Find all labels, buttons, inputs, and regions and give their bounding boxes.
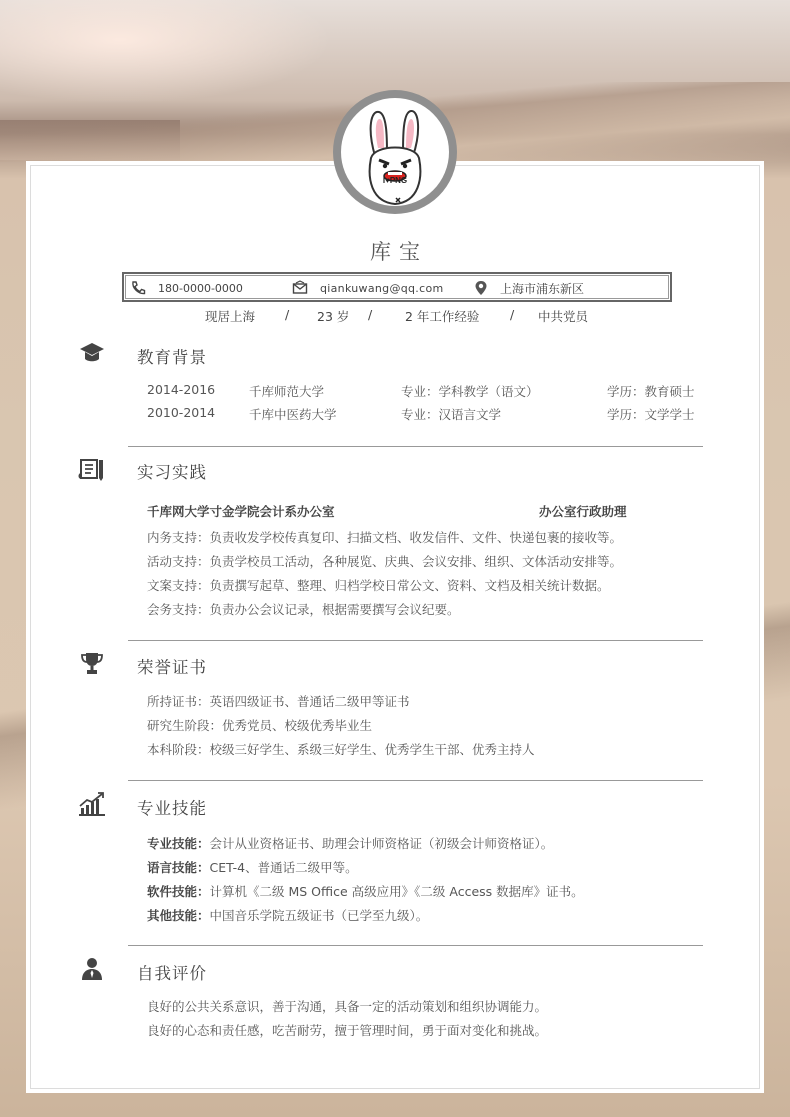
skill-label: 软件技能：: [147, 884, 210, 899]
internship-duty: 活动支持：负责学校员工活动，各种展览、庆典、会议安排、组织、文体活动安排等。: [147, 554, 623, 569]
avatar-caption: I♥PNG: [382, 176, 408, 185]
section-divider: [128, 780, 703, 781]
skill-row: [147, 906, 428, 924]
trophy-icon: [78, 650, 106, 676]
phone-icon: [130, 280, 146, 296]
basic-info-residence: 现居上海: [205, 309, 256, 324]
background-dune-left: [0, 120, 180, 160]
education-major: 专业：汉语言文学: [401, 407, 502, 422]
section-divider: [128, 640, 703, 641]
skill-row: [147, 882, 584, 900]
internship-duty: 文案支持：负责撰写起草、整理、归档学校日常公文、资料、文档及相关统计数据。: [147, 578, 610, 593]
self-evaluation-line: 良好的公共关系意识，善于沟通，具备一定的活动策划和组织协调能力。: [147, 999, 548, 1014]
honor-item: 本科阶段：校级三好学生、系级三好学生、优秀学生干部、优秀主持人: [147, 742, 535, 757]
section-title-self-evaluation: 自我评价: [137, 964, 207, 983]
avatar-rabbit-image: [341, 98, 449, 206]
avatar: [333, 90, 457, 214]
internship-duty: 会务支持：负责办公会议记录，根据需要撰写会议纪要。: [147, 602, 460, 617]
email-info: [292, 276, 444, 300]
skill-row: [147, 834, 553, 852]
mail-icon: [292, 280, 308, 296]
skill-text: 会计从业资格证书、助理会计师资格证（初级会计师资格证）。: [209, 836, 554, 851]
contact-bar: [122, 272, 672, 302]
education-years: 2010-2014: [147, 405, 216, 420]
section-title-internship: 实习实践: [137, 463, 207, 482]
location-text: 上海市浦东新区: [500, 281, 585, 296]
email-text: qiankuwang@qq.com: [320, 281, 444, 295]
internship-organization: 千库网大学寸金学院会计系办公室: [147, 504, 335, 519]
section-title-honors: 荣誉证书: [137, 658, 207, 677]
skill-text: 计算机《二级 MS Office 高级应用》《二级 Access 数据库》证书。: [209, 884, 584, 899]
internship-role: 办公室行政助理: [539, 504, 627, 519]
skill-label: 专业技能：: [147, 836, 210, 851]
basic-info-age: 23 岁: [317, 309, 350, 324]
basic-info-separator: /: [510, 307, 515, 322]
section-title-education: 教育背景: [137, 348, 207, 367]
document-pen-icon: [78, 456, 106, 482]
education-degree: 学历：教育硕士: [607, 384, 695, 399]
internship-duty: 内务支持：负责收发学校传真复印、扫描文档、收发信件、文件、快递包裹的接收等。: [147, 530, 623, 545]
basic-info-separator: /: [285, 307, 290, 322]
basic-info-political: 中共党员: [538, 309, 589, 324]
section-divider: [128, 945, 703, 946]
person-name: 库宝: [370, 240, 428, 264]
education-degree: 学历：文学学士: [607, 407, 695, 422]
skill-label: 其他技能：: [147, 908, 210, 923]
honor-item: 所持证书：英语四级证书、普通话二级甲等证书: [147, 694, 410, 709]
education-school: 千库师范大学: [249, 384, 325, 399]
education-major: 专业：学科教学（语文）: [401, 384, 539, 399]
basic-info-experience: 2 年工作经验: [405, 309, 480, 324]
section-title-skills: 专业技能: [137, 799, 207, 818]
basic-info-separator: /: [368, 307, 373, 322]
skill-text: 中国音乐学院五级证书（已学至九级）。: [209, 908, 429, 923]
self-evaluation-line: 良好的心态和责任感，吃苦耐劳，擅于管理时间，勇于面对变化和挑战。: [147, 1023, 548, 1038]
user-icon: [78, 956, 106, 982]
education-school: 千库中医药大学: [249, 407, 337, 422]
education-years: 2014-2016: [147, 382, 216, 397]
skill-row: [147, 858, 358, 876]
growth-chart-icon: [78, 791, 106, 817]
phone-text: 180-0000-0000: [158, 281, 243, 295]
basic-info-line: [0, 307, 790, 325]
location-pin-icon: [474, 280, 488, 296]
phone-info: [130, 276, 243, 300]
location-info: [474, 276, 584, 300]
graduation-cap-icon: [78, 340, 106, 366]
honor-item: 研究生阶段：优秀党员、校级优秀毕业生: [147, 718, 373, 733]
skill-label: 语言技能：: [147, 860, 210, 875]
rabbit-icon: [341, 98, 449, 206]
section-divider: [128, 446, 703, 447]
skill-text: CET-4、普通话二级甲等。: [209, 860, 358, 875]
